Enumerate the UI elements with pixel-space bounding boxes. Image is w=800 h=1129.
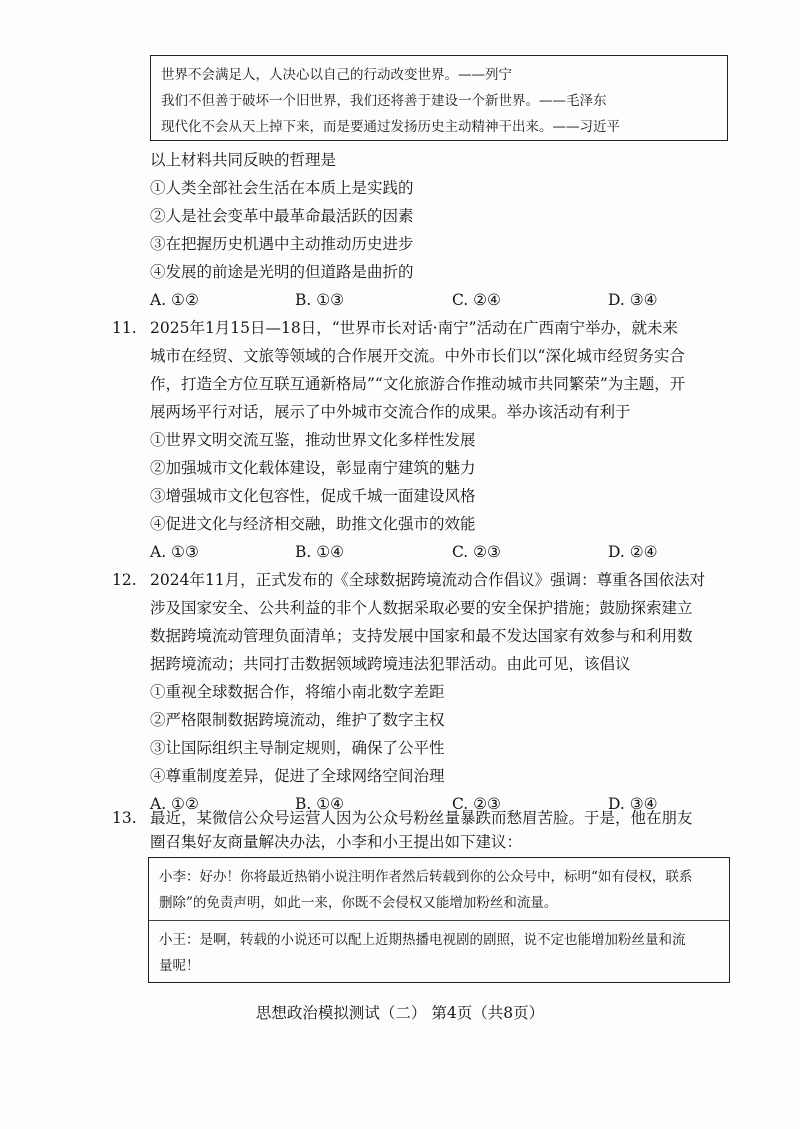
xiaoli-line-2: 删除”的免责声明，如此一来，你既不会侵权又能增加粉丝和流量。	[159, 895, 558, 911]
q10-stem: 以上材料共同反映的哲理是	[150, 151, 337, 169]
q10-choice-b: B. ①③	[295, 291, 345, 309]
q10-option-2: ②人是社会变革中最革命最活跃的因素	[150, 207, 414, 225]
q11-stem-line-4: 展两场平行对话，展示了中外城市交流合作的成果。举办该活动有利于	[150, 403, 631, 421]
xiaowang-suggestion	[149, 921, 729, 979]
q10-option-3: ③在把握历史机遇中主动推动历史进步	[150, 235, 414, 253]
q13-number: 13.	[112, 809, 137, 827]
q11-number: 11.	[112, 319, 137, 337]
page-footer: 思想政治模拟测试（二） 第4页（共8页）	[255, 1004, 545, 1022]
q12-stem-line-2: 涉及国家安全、公共利益的非个人数据采取必要的安全保护措施；鼓励探索建立	[150, 599, 693, 617]
quote-box	[150, 55, 728, 141]
q11-choice-b: B. ①④	[295, 543, 345, 561]
q11-stem-line-2: 城市在经贸、文旅等领域的合作展开交流。中外市长们以“深化城市经贸务实合	[150, 347, 685, 365]
xiaowang-line-1: 小王：是啊，转载的小说还可以配上近期热播电视剧的剧照，说不定也能增加粉丝量和流	[159, 932, 686, 948]
q12-choice-b: B. ①④	[295, 795, 345, 813]
q11-option-2: ②加强城市文化载体建设，彰显南宁建筑的魅力	[150, 459, 476, 477]
q12-choice-c: C. ②③	[452, 795, 501, 813]
q10-choice-c: C. ②④	[452, 291, 501, 309]
q12-option-4: ④尊重制度差异，促进了全球网络空间治理	[150, 767, 445, 785]
quote-lenin: 世界不会满足人，人决心以自己的行动改变世界。——列宁	[161, 67, 512, 83]
q10-option-4: ④发展的前途是光明的但道路是曲折的	[150, 263, 414, 281]
q12-option-1: ①重视全球数据合作，将缩小南北数字差距	[150, 683, 445, 701]
q12-stem-line-4: 据跨境流动；共同打击数据领域跨境违法犯罪活动。由此可见，该倡议	[150, 655, 631, 673]
q12-stem-line-3: 数据跨境流动管理负面清单；支持发展中国家和最不发达国家有效参与和利用数	[150, 627, 693, 645]
quote-mao: 我们不但善于破坏一个旧世界，我们还将善于建设一个新世界。——毛泽东	[161, 93, 607, 109]
q12-choice-d: D. ③④	[608, 795, 658, 813]
q10-choice-d: D. ③④	[608, 291, 658, 309]
q12-option-3: ③让国际组织主导制定规则，确保了公平性	[150, 739, 445, 757]
q12-option-2: ②严格限制数据跨境流动，维护了数字主权	[150, 711, 445, 729]
q12-choice-a: A. ①②	[150, 795, 199, 813]
q11-choice-c: C. ②③	[452, 543, 501, 561]
q12-stem-line-1: 2024年11月，正式发布的《全球数据跨境流动合作倡议》强调：尊重各国依法对	[150, 571, 706, 589]
dialog-box	[148, 857, 730, 983]
quote-xi: 现代化不会从天上掉下来，而是要通过发扬历史主动精神干出来。——习近平	[161, 119, 620, 135]
q11-stem-line-1: 2025年1月15日—18日，“世界市长对话·南宁”活动在广西南宁举办，就未来	[150, 319, 679, 337]
xiaoli-line-1: 小李：好办！你将最近热销小说注明作者然后转载到你的公众号中，标明“如有侵权，联系	[159, 869, 693, 885]
q13-stem-line-1: 最近，某微信公众号运营人因为公众号粉丝量暴跌而愁眉苦脸。于是，他在朋友	[150, 809, 693, 827]
q11-option-1: ①世界文明交流互鉴，推动世界文化多样性发展	[150, 431, 476, 449]
q10-choice-a: A. ①②	[150, 291, 199, 309]
q11-choice-a: A. ①③	[150, 543, 199, 561]
xiaowang-line-2: 量呢！	[159, 958, 200, 974]
q11-option-3: ③增强城市文化包容性，促成千城一面建设风格	[150, 487, 476, 505]
q11-stem-line-3: 作，打造全方位互联互通新格局”“文化旅游合作推动城市共同繁荣”为主题，开	[150, 375, 686, 393]
q11-option-4: ④促进文化与经济相交融，助推文化强市的效能	[150, 515, 476, 533]
q13-stem-line-2: 圈召集好友商量解决办法，小李和小王提出如下建议：	[150, 833, 523, 851]
q11-choice-d: D. ②④	[608, 543, 658, 561]
q12-number: 12.	[112, 571, 137, 589]
xiaoli-suggestion	[149, 858, 729, 916]
q10-option-1: ①人类全部社会生活在本质上是实践的	[150, 179, 414, 197]
